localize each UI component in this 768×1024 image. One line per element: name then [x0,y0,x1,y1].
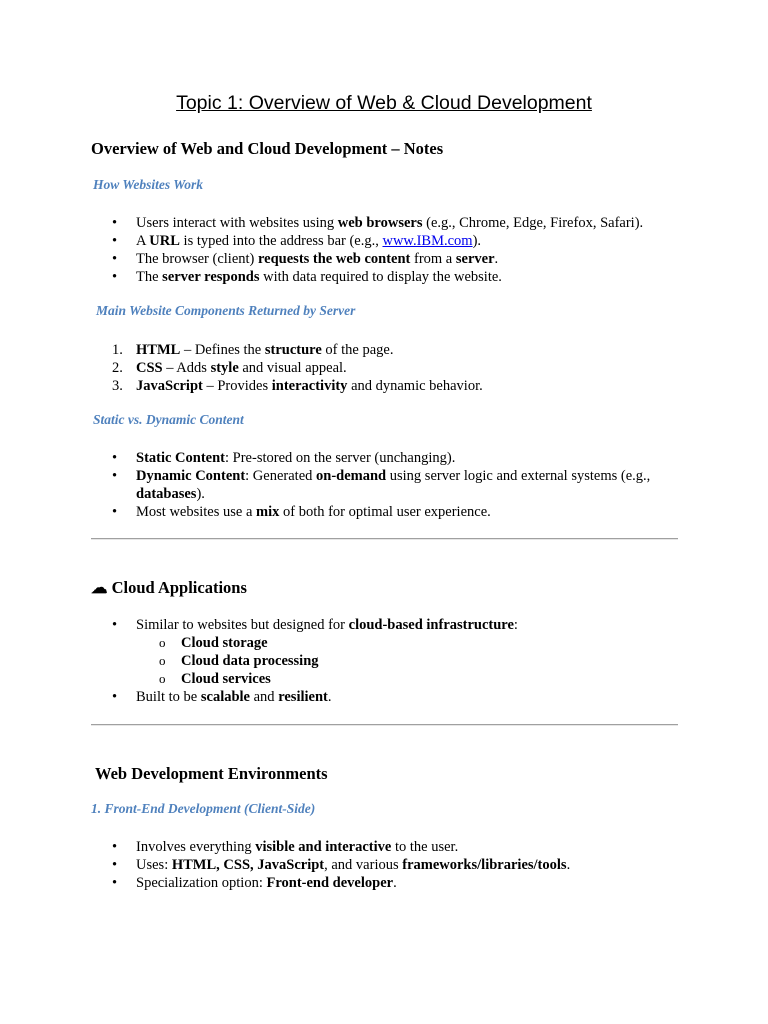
horizontal-rule [91,724,678,726]
list-item: • Specialization option: Front-end developer. [112,875,397,891]
list-frontend [112,838,570,892]
list-item: • The server responds with data required to display the website. [112,269,502,285]
list-item: • Static Content: Pre-stored on the server (unchanging). [112,450,456,466]
list-item: 2. CSS – Adds style and visual appeal. [112,360,347,376]
sub-list-item: o Cloud data processing [159,653,319,669]
list-item: • Dynamic Content: Generated on-demand using server logic and external systems (e.g., databases). [112,468,651,502]
list-how-websites-work [112,214,643,286]
subheading-how-websites-work: How Websites Work [93,177,204,192]
list-item: • Uses: HTML, CSS, JavaScript, and various frameworks/libraries/tools. [112,857,571,873]
list-item: • Involves everything visible and interactive to the user. [112,839,459,855]
ibm-link[interactable]: www.IBM.com [382,233,473,249]
list-item: • Similar to websites but designed for cloud-based infrastructure: [112,617,518,633]
subheading-frontend: 1. Front-End Development (Client-Side) [91,801,316,816]
list-static-dynamic [112,449,676,521]
list-item: • Most websites use a mix of both for optimal user experience. [112,504,491,520]
section-heading-cloud: ☁ Cloud Applications [91,578,247,597]
list-item: • A URL is typed into the address bar (e.g., www.IBM.com). [112,233,482,249]
sub-list-item: o Cloud storage [159,635,268,651]
list-item: • Built to be scalable and resilient. [112,689,332,705]
page-title: Topic 1: Overview of Web & Cloud Development [176,92,592,114]
list-item: • Users interact with websites using web browsers (e.g., Chrome, Edge, Firefox, Safari). [112,215,644,231]
section-heading-webdev: Web Development Environments [95,764,328,783]
list-components [112,341,483,395]
list-item: 3. JavaScript – Provides interactivity and dynamic behavior. [112,378,483,394]
section-heading-overview: Overview of Web and Cloud Development – Notes [91,139,444,158]
subheading-static-dynamic: Static vs. Dynamic Content [93,412,244,427]
sub-list-item: o Cloud services [159,671,271,687]
list-item: 1. HTML – Defines the structure of the page. [112,342,394,358]
subheading-components: Main Website Components Returned by Server [96,303,356,318]
cloud-icon: ☁ [91,578,108,597]
list-cloud [112,616,518,706]
list-item: • The browser (client) requests the web content from a server. [112,251,499,267]
horizontal-rule [91,538,678,540]
